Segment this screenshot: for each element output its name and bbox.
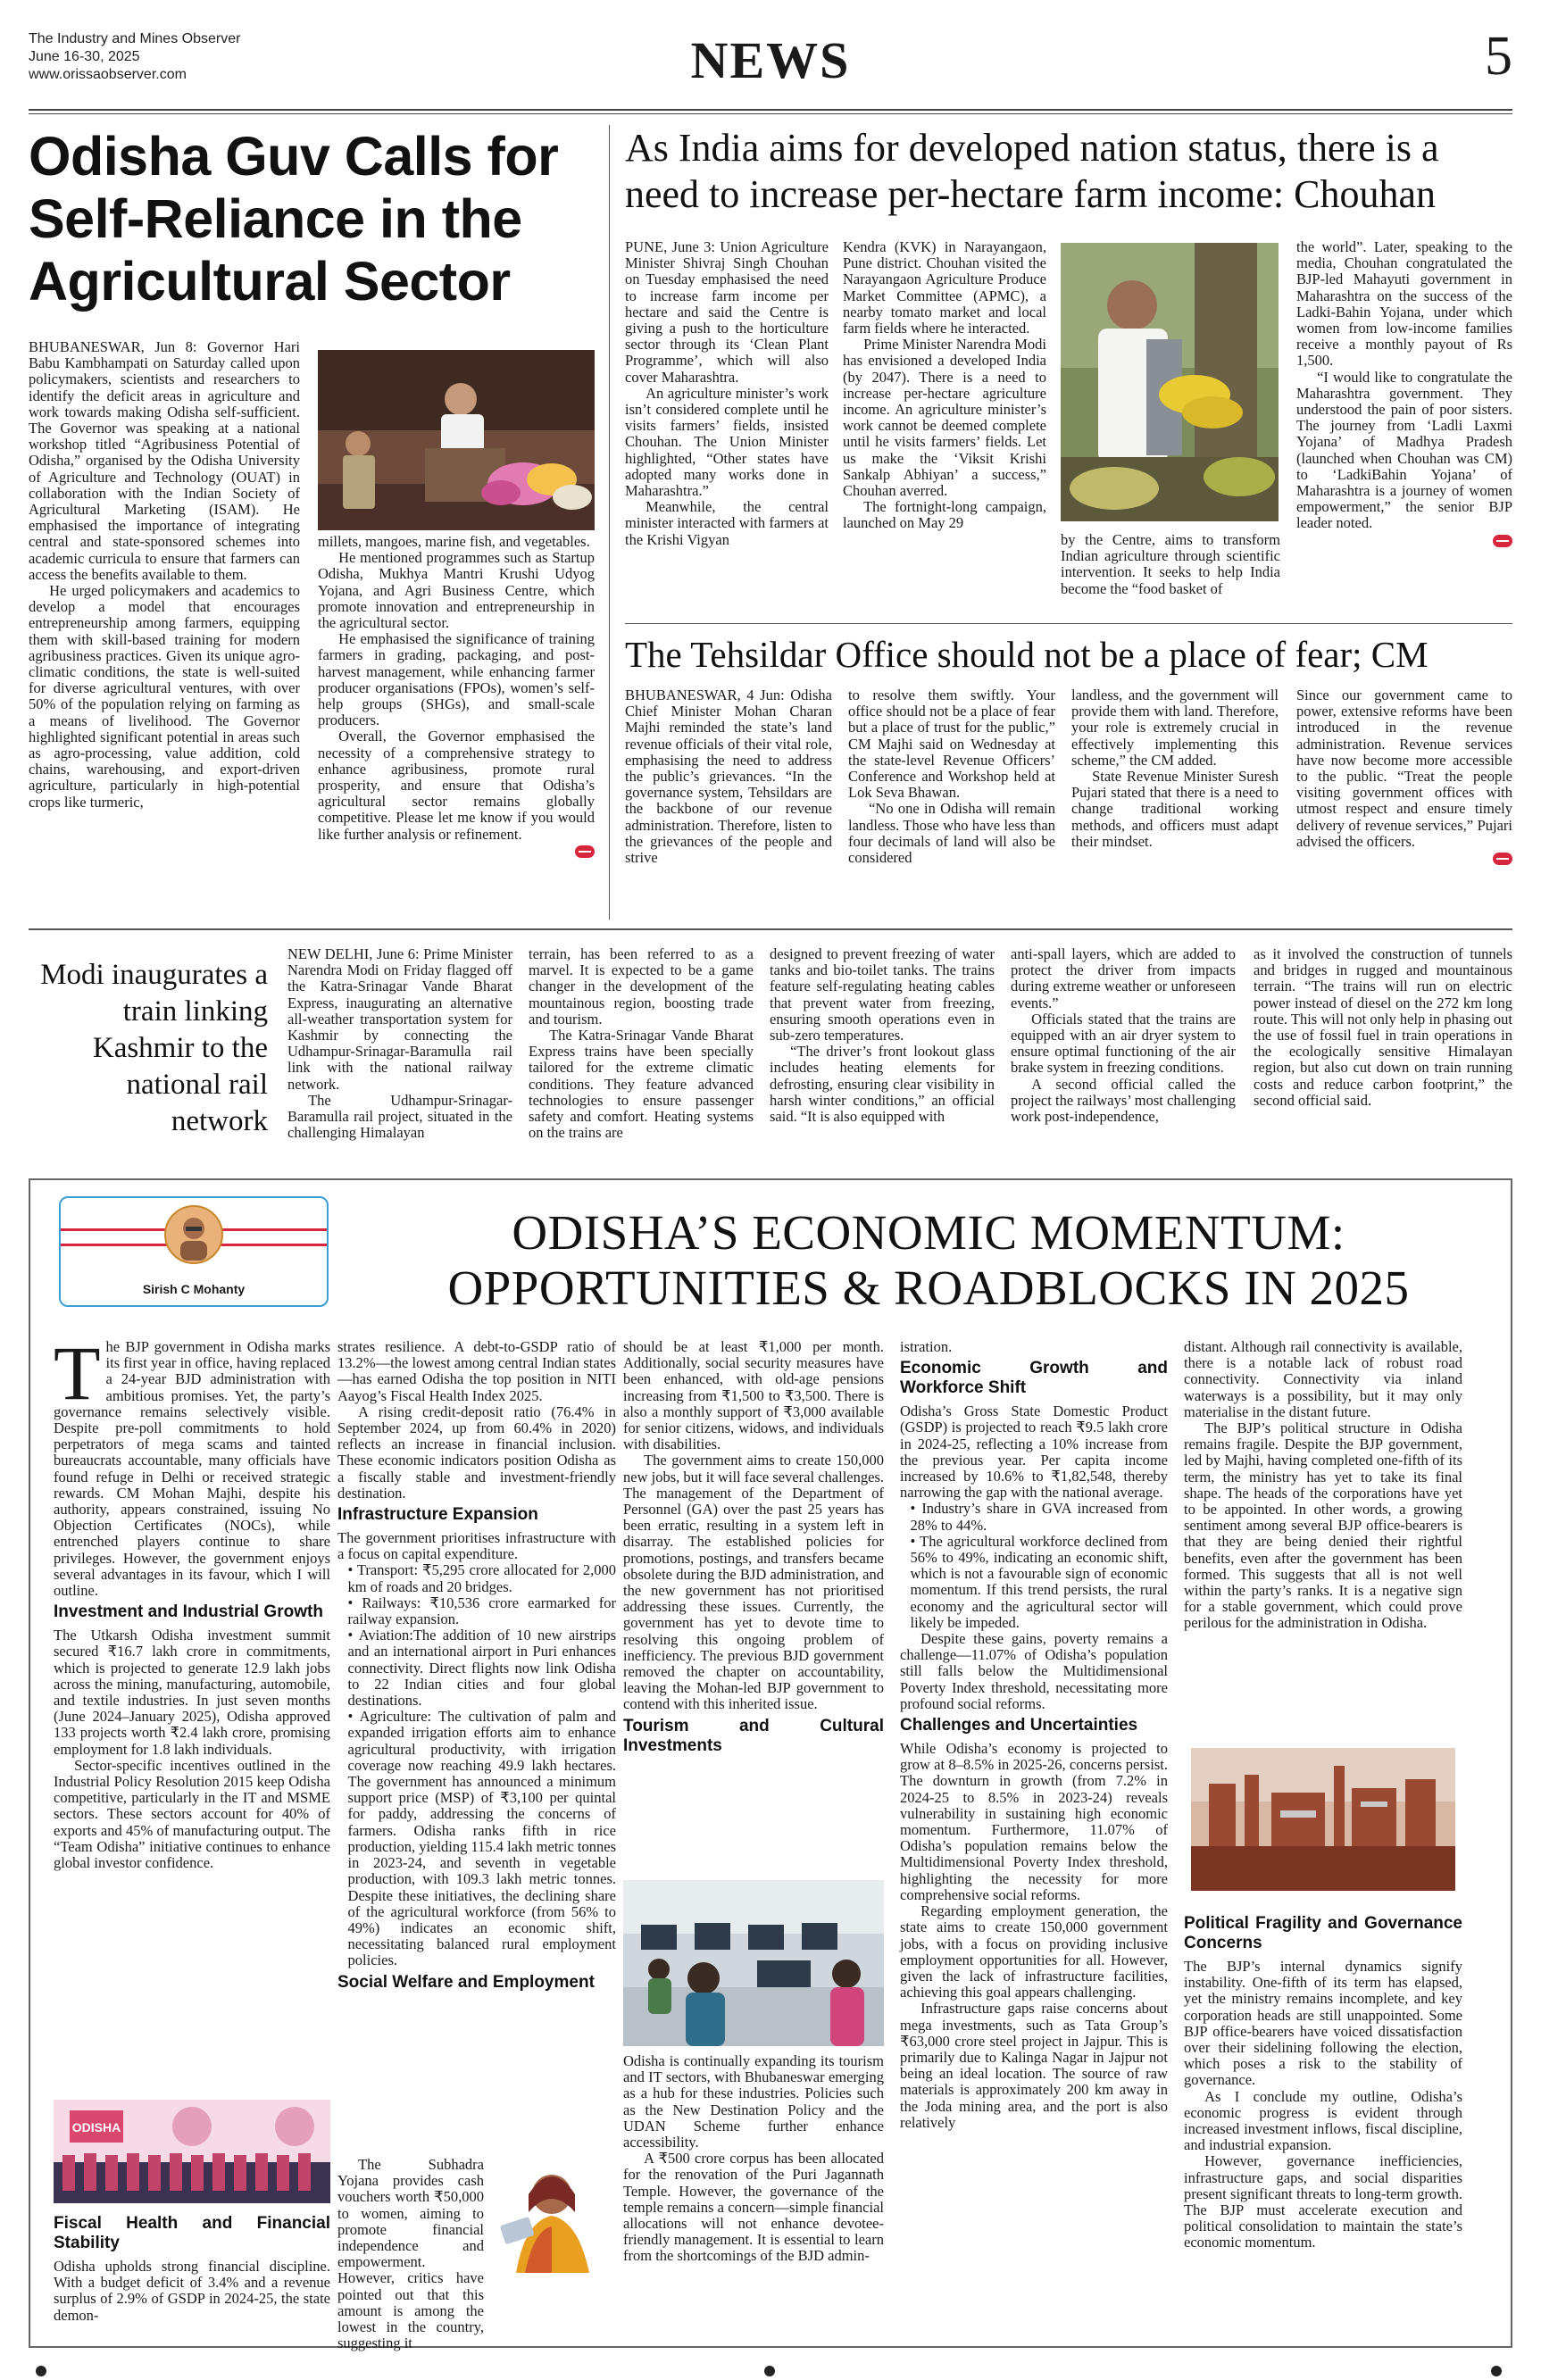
article3-headline: The Tehsildar Office should not be a place of fear; CM bbox=[625, 634, 1429, 675]
paragraph: BHUBANESWAR, Jun 8: Governor Hari Babu Kambhampati on Saturday called upon policymakers, scientists and researchers to identify the deficit areas in agriculture and work towards making Odisha self-sufficient. The Governor was speaking at a national workshop titled “Agribusiness Potential of Odisha,” organised by the Odisha University of Agriculture and Technology (OUAT) in collaboration with the Indian Society of Agricultural Marketing (ISAM). He emphasised the importance of integrating central and state-sponsored schemes into academic curricula to ensure that farmers can access the benefits available to them. bbox=[29, 338, 300, 583]
steel-plant-photo bbox=[1191, 1748, 1455, 1891]
bullet-item: • The agricultural workforce declined from 56% to 49%, indicating an economic shift, which is not a favourable sign of economic momentum. If this trend persists, the rural economy and the agricultural sector will likely be impeded. bbox=[910, 1532, 1168, 1631]
issue-date: June 16-30, 2025 bbox=[29, 49, 140, 64]
subheading: Political Fragility and Governance Concerns bbox=[1184, 1914, 1462, 1952]
governor-photo bbox=[318, 350, 595, 530]
banner-text: ODISHA bbox=[71, 2120, 121, 2135]
paragraph: anti-spall layers, which are added to protect the driver from impacts during extreme weather or unforeseen events.” bbox=[1011, 945, 1236, 1011]
paragraph: as it involved the construction of tunnels and bridges in rugged and mountainous terrain. “The trains will run on electric power instead of diesel on the 272 km long route. This will not only help in phasing out the use of fossil fuel in train operations in the ecologically sensitive Himalayan region, but also cut down on train running costs and reduce carbon footprint,” the second official said. bbox=[1254, 945, 1512, 1109]
paragraph: The government prioritises infrastructure with a focus on capital expenditure. bbox=[337, 1529, 616, 1563]
paragraph: State Revenue Minister Suresh Pujari stated that there is a need to change traditional working methods, and officers must adapt their mindset. bbox=[1071, 768, 1279, 850]
paragraph: to resolve them swiftly. Your office should not be a place of fear but a place of trust for the public,” CM Majhi said on Wednesday at the state-level Revenue Officers’ Conference and Workshop held at Lok Seva Bhawan. bbox=[848, 687, 1055, 802]
paragraph: Overall, the Governor emphasised the necessity of a comprehensive strategy to enhance agribusiness, promote rural prosperity, and ensure that Odisha’s agricultural sector remains globally competitive. Please let me know if you would like further analysis or refinement. bbox=[318, 728, 595, 843]
paragraph: A ₹500 crore corpus has been allocated for the renovation of the Puri Jagannath Temple. However, the governance of the temple remains a concern—simple financial allocations will not enhance devotee-friendly management. It is essential to learn from the shortcomings of the BJD admin- bbox=[623, 2150, 884, 2265]
section-divider bbox=[29, 928, 1512, 930]
endmark-icon bbox=[1493, 853, 1512, 865]
paragraph: he BJP government in Odisha marks its first year in office, having replaced a 24-year BJD administration with ambitious promises. Yet, the party’s governance remains selectively visible. Despite pre-poll commitments to hold perpetrators of mega scams and tainted bureaucrats accountable, many officials have found refuge in Delhi or received strategic rewards. CM Mohan Majhi, despite his authority, appears constrained, issuing No Objection Certificates (NOCs), while entrenched players continue to share privileges. However, the government enjoys several advantages in its favour, which I will outline. bbox=[54, 1338, 330, 1600]
paragraph: He mentioned programmes such as Startup Odisha, Mukhya Mantri Krushi Udyog Yojana, and Agri Business Centre, which promote innovation and entrepreneurship in the agricultural sector. bbox=[318, 549, 595, 632]
subheading: Challenges and Uncertainties bbox=[900, 1716, 1138, 1735]
feature-column-2b bbox=[337, 2157, 484, 2351]
paragraph: Meanwhile, the central minister interacted with farmers at the Krishi Vigyan bbox=[625, 498, 829, 548]
feature-headline-line2: OPPORTUNITIES & ROADBLOCKS IN 2025 bbox=[447, 1261, 1410, 1315]
registration-mark bbox=[764, 2366, 775, 2376]
publication-name: The Industry and Mines Observer bbox=[29, 31, 241, 46]
paragraph: A second official called the project the railways’ most challenging work post-independence, bbox=[1011, 1075, 1236, 1126]
paragraph: Since our government came to power, extensive reforms have been introduced in the revenue administration. Revenue services have now become more accessible to the public. “Treat the people visiting government offices with utmost respect and ensure timely delivery of revenue services,” Pujari advised the officers. bbox=[1296, 687, 1512, 850]
feature-headline bbox=[357, 1205, 1500, 1316]
paragraph: The BJP’s political structure in Odisha remains fragile. Despite the BJP government, led by Majhi, having completed one-fifth of its term, the ministry has yet to take its final shape. The heads of the corporations have yet to be appointed. In other words, a growing sentiment among several BJP office-bearers is that they are being denied their rightful benefits, even after the government has been formed. This suggests that all is not well within the party’s ranks. It is a negative sign for a stable government, which could prove perilous for the administration in Odisha. bbox=[1184, 1419, 1462, 1632]
feature-column-4 bbox=[900, 1339, 1168, 2131]
feature-column-5b bbox=[1184, 1910, 1462, 2251]
article3-column-1 bbox=[625, 687, 832, 866]
feature-column-1b bbox=[54, 2210, 330, 2324]
paragraph: However, governance inefficiencies, infrastructure gaps, and social disparities present significant threats to long-term growth. The BJP must accelerate execution and political consolidation to maintain the state’s economic momentum. bbox=[1184, 2152, 1462, 2251]
paragraph: PUNE, June 3: Union Agriculture Minister Shivraj Singh Chouhan on Tuesday emphasised the need to increase farm income per hectare and said the Centre is giving a push to the horticulture sector through its ‘Clean Plant Programme’, which will also cover Maharashtra. bbox=[625, 238, 829, 386]
it-office-photo bbox=[623, 1880, 884, 2046]
masthead-rule bbox=[29, 109, 1512, 114]
paragraph: designed to prevent freezing of water tanks and bio-toilet tanks. The trains feature self-regulating heating cables that prevent water from freezing, ensuring smooth operations even in sub-zero temperatures. bbox=[770, 945, 995, 1044]
subheading: Investment and Industrial Growth bbox=[54, 1602, 323, 1622]
page-number: 5 bbox=[1485, 26, 1512, 87]
article2-column-2 bbox=[843, 239, 1046, 532]
paragraph: The BJP’s internal dynamics signify instability. One-fifth of its term has elapsed, yet the ministry remains incomplete, and key corporation heads are still unappointed. Some BJP office-bearers have voiced dissatisfaction over their sidelining following the election, which poses a risk to the stability of governance. bbox=[1184, 1958, 1462, 2089]
bullet-item: • Agriculture: The cultivation of palm and expanded irrigation efforts aim to enhance agricultural productivity, with irrigation coverage now reaching 49.9 lakh hectares. The government has announced a minimum support price (MSP) of ₹3,100 per quintal for paddy, addressing the concerns of farmers. Odisha ranks fifth in rice production, yielding 115.4 lakh metric tonnes in 2023-24, and seventh in vegetable production, with 109.3 lakh metric tonnes. Despite these initiatives, the declining share of the agricultural workforce (from 56% to 49%) indicates an economic shift, necessitating balanced rural employment policies. bbox=[347, 1708, 617, 1969]
paragraph: “No one in Odisha will remain landless. Those who have less than four decimals of land will also be considered bbox=[848, 800, 1055, 867]
paragraph: A rising credit-deposit ratio (76.4% in September 2024, up from 60.4% in 2020) reflects an increase in financial inclusion. These economic indicators position Odisha as a fiscally stable and investment-friendly destination. bbox=[337, 1402, 616, 1502]
article1-headline: Odisha Guv Calls for Self-Reliance in the Agricultural Sector bbox=[29, 126, 559, 312]
paragraph: istration. bbox=[900, 1338, 953, 1355]
registration-mark bbox=[1491, 2366, 1502, 2376]
article3-column-4 bbox=[1296, 687, 1512, 866]
paragraph: Sector-specific incentives outlined in the Industrial Policy Resolution 2015 keep Odisha competitive, particularly in the IT and MSME sectors. These sectors account for 40% of exports and 45% of manufacturing output. The “Team Odisha” initiative continues to enhance global investor confidence. bbox=[54, 1756, 330, 1872]
paragraph: the world”. Later, speaking to the media, Chouhan congratulated the BJP-led Mahayuti government in Maharashtra on the success of the Ladki-Bahin Yojana, under which women from low-income families receive a monthly payout of Rs 1,500. bbox=[1296, 238, 1512, 370]
paragraph: distant. Although rail connectivity is available, there is a notable lack of robust road connectivity. Connectivity via inland waterways is a possibility, but it may only materialise in the distant future. bbox=[1184, 1338, 1462, 1420]
subheading: Tourism and Cultural Investments bbox=[623, 1716, 884, 1755]
chouhan-photo bbox=[1061, 243, 1279, 521]
paragraph: Despite these gains, poverty remains a challenge—11.07% of Odisha’s population still falls below the Multidimensional Poverty Index threshold, necessitating more profound social reforms. bbox=[900, 1630, 1168, 1712]
paragraph: Prime Minister Narendra Modi has envisioned a developed India (by 2047). There is a need to increase per-hectare agriculture income. An agriculture minister’s work cannot be deemed complete until he visits farmers’ fields. Let us make the ‘Viksit Krishi Sankalp Abhiyan’ a success,” Chouhan averred. bbox=[843, 336, 1046, 500]
paragraph: The fortnight-long campaign, launched on May 29 bbox=[843, 498, 1046, 532]
article2-column-1 bbox=[625, 239, 829, 548]
article3-column-2 bbox=[848, 687, 1055, 866]
paragraph: NEW DELHI, June 6: Prime Minister Narendra Modi on Friday flagged off the Katra-Srinagar Vande Bharat Express, inaugurating an alternative all-weather transportation system for Kashmir by connecting the Udhampur-Srinagar-Baramulla rail link with the national railway network. bbox=[287, 945, 512, 1093]
article1-column-2 bbox=[318, 534, 595, 859]
section-title: NEWS bbox=[690, 31, 851, 89]
paragraph: “I would like to congratulate the Maharashtra government. They understood the pain of poor sisters. The journey from ‘Ladli Laxmi Yojana’ of Madhya Pradesh (launched when Chouhan was CM) to ‘LadkiBahin Yojana’ of Maharashtra is a journey of women empowerment,” the senior BJP leader noted. bbox=[1296, 368, 1512, 532]
endmark-icon bbox=[1493, 535, 1512, 547]
registration-mark bbox=[36, 2366, 46, 2376]
paragraph: Regarding employment generation, the state aims to create 150,000 government jobs, with a focus on providing inclusive employment opportunities for all. However, given the lack of infrastructure facilities, achieving this goal appears challenging. bbox=[900, 1902, 1168, 2001]
article-divider bbox=[625, 623, 1512, 624]
masthead bbox=[29, 25, 1512, 105]
bullet-item: • Aviation:The addition of 10 new airstrips and an international airport in Puri enhances connectivity. Direct flights now link Odisha to 22 Indian cities and four global destinations. bbox=[347, 1627, 616, 1710]
paragraph: The government aims to create 150,000 new jobs, but it will face several challenges. The management of the Department of Personnel (GA) over the past 25 years has been erratic, resulting in a system left in disarray. The established policies for promotions, postings, and transfers became obsolete during the BJD administration, and the new government has not prioritised addressing these issues. Currently, the government has yet to devote time to resolving this ongoing problem of inefficiency. The previous BJD government removed the chapter on accountability, leaving the Mohan-led BJP government to contend with this inherited issue. bbox=[623, 1452, 884, 1713]
subheading: Economic Growth and Workforce Shift bbox=[900, 1359, 1168, 1398]
paragraph: He urged policymakers and academics to develop a model that encourages entrepreneurship among farmers, equipping them with skill-based training for modern agribusiness practices. Given its unique agro-climatic conditions, the state is well-suited for diverse agricultural ventures, with over 50% of the population relying on farming as a means of livelihood. The Governor highlighted significant potential in areas such as agro-processing, value addition, cold chains, warehousing, and export-driven agriculture, particularly in high-potential crops like turmeric, bbox=[29, 582, 300, 811]
article4-column-2 bbox=[529, 946, 754, 1141]
article4-column-5 bbox=[1254, 946, 1512, 1109]
article3-column-3 bbox=[1071, 687, 1279, 850]
endmark-icon bbox=[575, 845, 595, 858]
drop-cap: T bbox=[54, 1330, 101, 1416]
paragraph: strates resilience. A debt-to-GSDP ratio of 13.2%—the lowest among central Indian states—has earned Odisha the top position in NITI Aayog’s Fiscal Health Index 2025. bbox=[337, 1338, 616, 1404]
subheading: Infrastructure Expansion bbox=[337, 1505, 538, 1525]
paragraph: While Odisha’s economy is projected to grow at 8–8.5% in 2025-26, concerns persist. The downturn in growth (from 7.2% in 2024-25 to 8.5% in 2023-24) reveals vulnerability in sustaining high economic momentum. Furthermore, 11.07% of Odisha’s population remains below the Multidimensional Poverty Index threshold, highlighting the necessity for more comprehensive social reforms. bbox=[900, 1740, 1168, 1903]
feature-column-2 bbox=[337, 1339, 616, 1998]
bullet-item: • Railways: ₹10,536 crore earmarked for railway expansion. bbox=[347, 1594, 616, 1628]
website-link[interactable]: www.orissaobserver.com bbox=[29, 67, 187, 82]
paragraph: landless, and the government will provide them with land. Therefore, your role is extremely crucial in effectively implementing this scheme,” the CM added. bbox=[1071, 687, 1279, 769]
paragraph: BHUBANESWAR, 4 Jun: Odisha Chief Minister Mohan Charan Majhi reminded the state’s land revenue officials of their vital role, emphasising the need to address the public’s grievances. “In the governance system, Tehsildars are the backbone of our revenue administration. Therefore, listen to the grievances of the people and strive bbox=[625, 687, 832, 867]
paragraph: Odisha upholds strong financial discipline. With a budget deficit of 3.4% and a revenue surplus of 2.9% of GSDP in 2024-25, the state demon- bbox=[54, 2258, 330, 2324]
paragraph: The Utkarsh Odisha investment summit secured ₹16.7 lakh crore in commitments, which is projected to generate 12.9 lakh jobs across the mining, manufacturing, automobile, and textile industries. In just seven months (June 2024–January 2025), Odisha approved 133 projects worth ₹2.4 lakh crore, promising employment for 1.8 lakh individuals. bbox=[54, 1627, 330, 1758]
paragraph: Infrastructure gaps raise concerns about mega investments, such as Tata Group’s ₹63,000 crore steel project in Jajpur. This is primarily due to Kalinga Nagar in Jajpur not being an ideal location. The source of raw materials is approximately 200 km away in the Joda mining area, and the port is also relatively bbox=[900, 2000, 1168, 2131]
paragraph: Kendra (KVK) in Narayangaon, Pune district. Chouhan visited the Narayangaon Agriculture Produce Market Committee (APMC), a nearby tomato market and local farm fields where he interacted. bbox=[843, 238, 1046, 337]
feature-column-1 bbox=[54, 1330, 330, 1872]
column-divider bbox=[609, 125, 610, 920]
paragraph: He emphasised the significance of training farmers in grading, packaging, and post-harvest management, while enhancing farmer producer organisations (FPOs), women’s self-help groups (SHGs), and small-scale producers. bbox=[318, 630, 595, 729]
subheading: Social Welfare and Employment bbox=[337, 1972, 595, 1992]
article4-headline: Modi inaugurates a train linking Kashmir to the national rail network bbox=[40, 959, 268, 1137]
paragraph: The Udhampur-Srinagar-Baramulla rail project, situated in the challenging Himalayan bbox=[287, 1091, 512, 1142]
article4-column-3 bbox=[770, 946, 995, 1125]
article4-column-1 bbox=[287, 946, 512, 1141]
paragraph: Officials stated that the trains are equipped with an air dryer system to ensure optimal functioning of the air brake system in freezing conditions. bbox=[1011, 1010, 1236, 1077]
investment-summit-photo bbox=[54, 2100, 330, 2203]
paragraph: The Subhadra Yojana provides cash vouchers worth ₹50,000 to women, aiming to promote financial independence and empowerment. However, critics have pointed out that this amount is among the lowest in the country, suggesting it bbox=[337, 2156, 484, 2352]
paragraph: An agriculture minister’s work isn’t considered complete until he visits farmers’ fields, insisted Chouhan. The Union Minister highlighted, “Other states have adopted many works done in Maharashtra.” bbox=[625, 384, 829, 500]
paragraph: millets, mangoes, marine fish, and vegetables. bbox=[318, 533, 590, 550]
bullet-item: • Transport: ₹5,295 crore allocated for 2,000 km of roads and 20 bridges. bbox=[347, 1561, 616, 1595]
paragraph: should be at least ₹1,000 per month. Additionally, social security measures have been enhanced, with old-age pensions increasing from ₹1,500 to ₹3,500. There is also a monthly support of ₹3,000 available for senior citizens, widows, and individuals with disabilities. bbox=[623, 1338, 884, 1453]
article1-column-1 bbox=[29, 339, 300, 811]
feature-column-3b bbox=[623, 2053, 884, 2265]
subheading: Fiscal Health and Financial Stability bbox=[54, 2214, 330, 2252]
author-badge bbox=[59, 1196, 329, 1307]
feature-column-3 bbox=[623, 1339, 884, 1761]
paragraph: “The driver’s front lookout glass includes heating elements for defrosting, ensuring clear visibility in harsh winter conditions,” an official said. “It is also equipped with bbox=[770, 1043, 995, 1126]
article4-column-4 bbox=[1011, 946, 1236, 1125]
article2-headline: As India aims for developed nation status, there is a need to increase per-hectare farm income: Chouhan bbox=[625, 126, 1439, 216]
paragraph: by the Centre, aims to transform Indian agriculture through scientific intervention. It seeks to help India become the “food basket of bbox=[1061, 531, 1280, 597]
paragraph: terrain, has been referred to as a marvel. It is expected to be a game changer in the development of the mountainous region, boosting trade and tourism. bbox=[529, 945, 754, 1028]
subhadra-woman-photo bbox=[489, 2159, 616, 2273]
bullet-item: • Industry’s share in GVA increased from 28% to 44%. bbox=[910, 1500, 1168, 1534]
feature-headline-line1: ODISHA’S ECONOMIC MOMENTUM: bbox=[512, 1205, 1345, 1260]
paragraph: Odisha’s Gross State Domestic Product (GSDP) is projected to reach ₹9.5 lakh crore in 2024-25, reflecting a 10% increase from the previous year. Per capita income increased by 10.6% to ₹1,82,548, thereby narrowing the gap with the national average. bbox=[900, 1402, 1168, 1502]
author-portrait bbox=[164, 1205, 223, 1264]
author-name: Sirish C Mohanty bbox=[142, 1282, 246, 1296]
paragraph: The Katra-Srinagar Vande Bharat Express trains have been specially tailored for the extreme climatic conditions. They feature advanced technologies to ensure passenger safety and comfort. Heating systems on the trains are bbox=[529, 1027, 754, 1142]
paragraph: As I conclude my outline, Odisha’s economic progress is evident through increased investment inflows, fiscal discipline, and industrial expansion. bbox=[1184, 2087, 1462, 2154]
article2-column-3 bbox=[1061, 532, 1280, 597]
article2-column-4 bbox=[1296, 239, 1512, 548]
paragraph: Odisha is continually expanding its tourism and IT sectors, with Bhubaneswar emerging as a hub for these industries. Policies such as the New Destination Policy and the UDAN Scheme further enhance accessibility. bbox=[623, 2052, 884, 2151]
feature-column-5 bbox=[1184, 1339, 1462, 1632]
